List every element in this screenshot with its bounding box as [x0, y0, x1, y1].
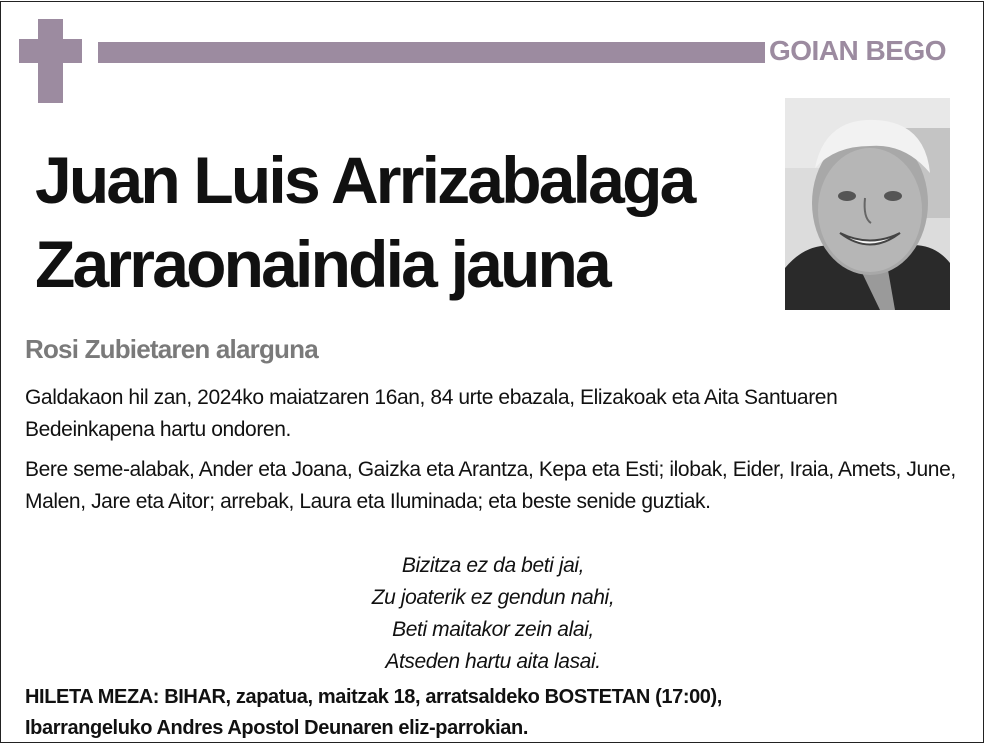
- poem-line: Atseden hartu aita lasai.: [385, 650, 601, 673]
- header-rule: [98, 42, 765, 63]
- section-label: GOIAN BEGO: [769, 35, 947, 66]
- deceased-name: [35, 138, 795, 306]
- death-paragraph: Galdakaon hil zan, 2024ko maiatzaren 16an, 84 urte ebazala, Elizakoak eta Aita Santuaren Bedeinkapena hartu ondoren.: [25, 386, 838, 441]
- poem-line: Zu joaterik ez gendun nahi,: [371, 586, 615, 609]
- funeral-info: [25, 682, 975, 744]
- name-line-1: Juan Luis Arrizabalaga: [35, 143, 694, 217]
- family-paragraph: Bere seme-alabak, Ander eta Joana, Gaizka eta Arantza, Kepa eta Esti; ilobak, Eider, Iraia, Amets, June, Malen, Jare eta Aitor; arrebak, Laura eta Iluminada; eta beste senide guztiak.: [25, 458, 956, 513]
- name-line-2: Zarraonaindia jauna: [35, 227, 609, 301]
- poem: [1, 550, 985, 678]
- obituary-notice: [0, 1, 984, 743]
- poem-line: Bizitza ez da beti jai,: [401, 554, 585, 577]
- funeral-line-2: Ibarrangeluko Andres Apostol Deunaren eliz-parrokian.: [25, 717, 528, 739]
- funeral-line-1: HILETA MEZA: BIHAR, zapatua, maitzak 18, arratsaldeko BOSTETAN (17:00),: [25, 686, 722, 708]
- widow-line: Rosi Zubietaren alarguna: [25, 334, 318, 364]
- poem-line: Beti maitakor zein alai,: [392, 618, 594, 641]
- deceased-photo: [785, 98, 950, 310]
- cross-icon-horizontal: [19, 39, 82, 63]
